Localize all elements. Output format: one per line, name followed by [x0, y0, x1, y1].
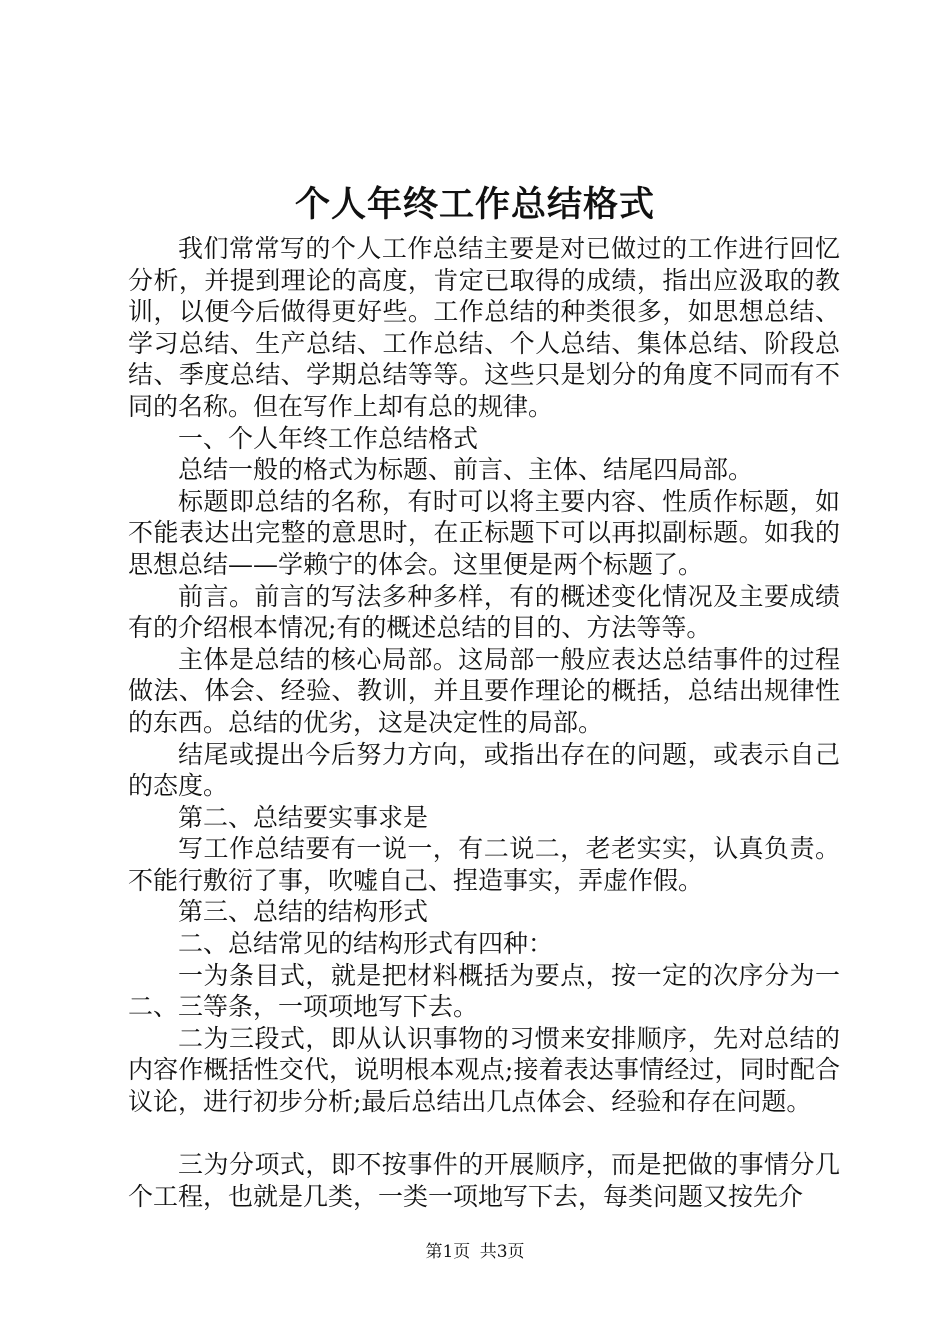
paragraph: 三为分项式，即不按事件的开展顺序，而是把做的事情分几个工程，也就是几类，一类一项地写下去，每类问题又按先介 [128, 1150, 840, 1211]
paragraph: 主体是总结的核心局部。这局部一般应表达总结事件的过程做法、体会、经验、教训，并且要作理论的概括，总结出规律性的东西。总结的优劣，这是决定性的局部。 [128, 644, 840, 737]
document-body [128, 233, 840, 1212]
paragraph: 一为条目式，就是把材料概括为要点，按一定的次序分为一二、三等条，一项项地写下去。 [128, 960, 840, 1022]
paragraph: 我们常常写的个人工作总结主要是对已做过的工作进行回忆分析，并提到理论的高度，肯定已取得的成绩，指出应汲取的教训，以便今后做得更好些。工作总结的种类很多，如思想总结、学习总结、生产总结、工作总结、个人总结、集体总结、阶段总结、季度总结、学期总结等等。这些只是划分的角度不同而有不同的名称。但在写作上却有总的规律。 [128, 234, 840, 421]
paragraph: 总结一般的格式为标题、前言、主体、结尾四局部。 [178, 455, 754, 485]
paragraph: 二、总结常见的结构形式有四种： [178, 929, 554, 959]
page-total: 共3页 [479, 1242, 525, 1262]
document-title: 个人年终工作总结格式 [294, 184, 655, 225]
paragraph: 前言。前言的写法多种多样，有的概述变化情况及主要成绩有的介绍根本情况;有的概述总结的目的、方法等等。 [128, 581, 840, 643]
paragraph: 标题即总结的名称，有时可以将主要内容、性质作标题，如不能表达出完整的意思时，在正标题下可以再拟副标题。如我的思想总结——学赖宁的体会。这里便是两个标题了。 [128, 486, 840, 579]
page-number: 第1页 [425, 1242, 471, 1262]
paragraph: 第二、总结要实事求是 [178, 802, 429, 832]
paragraph: 结尾或提出今后努力方向，或指出存在的问题，或表示自己的态度。 [128, 739, 840, 801]
paragraph: 二为三段式，即从认识事物的习惯来安排顺序，先对总结的内容作概括性交代，说明根本观点;接着表达事情经过，同时配合议论，进行初步分析;最后总结出几点体会、经验和存在问题。 [128, 1023, 840, 1117]
page-footer [0, 1240, 950, 1264]
paragraph: 一、个人年终工作总结格式 [178, 423, 479, 453]
paragraph: 第三、总结的结构形式 [178, 897, 429, 927]
paragraph: 写工作总结要有一说一，有二说二，老老实实，认真负责。不能行敷衍了事，吹嘘自己、捏造事实，弄虚作假。 [128, 834, 840, 895]
